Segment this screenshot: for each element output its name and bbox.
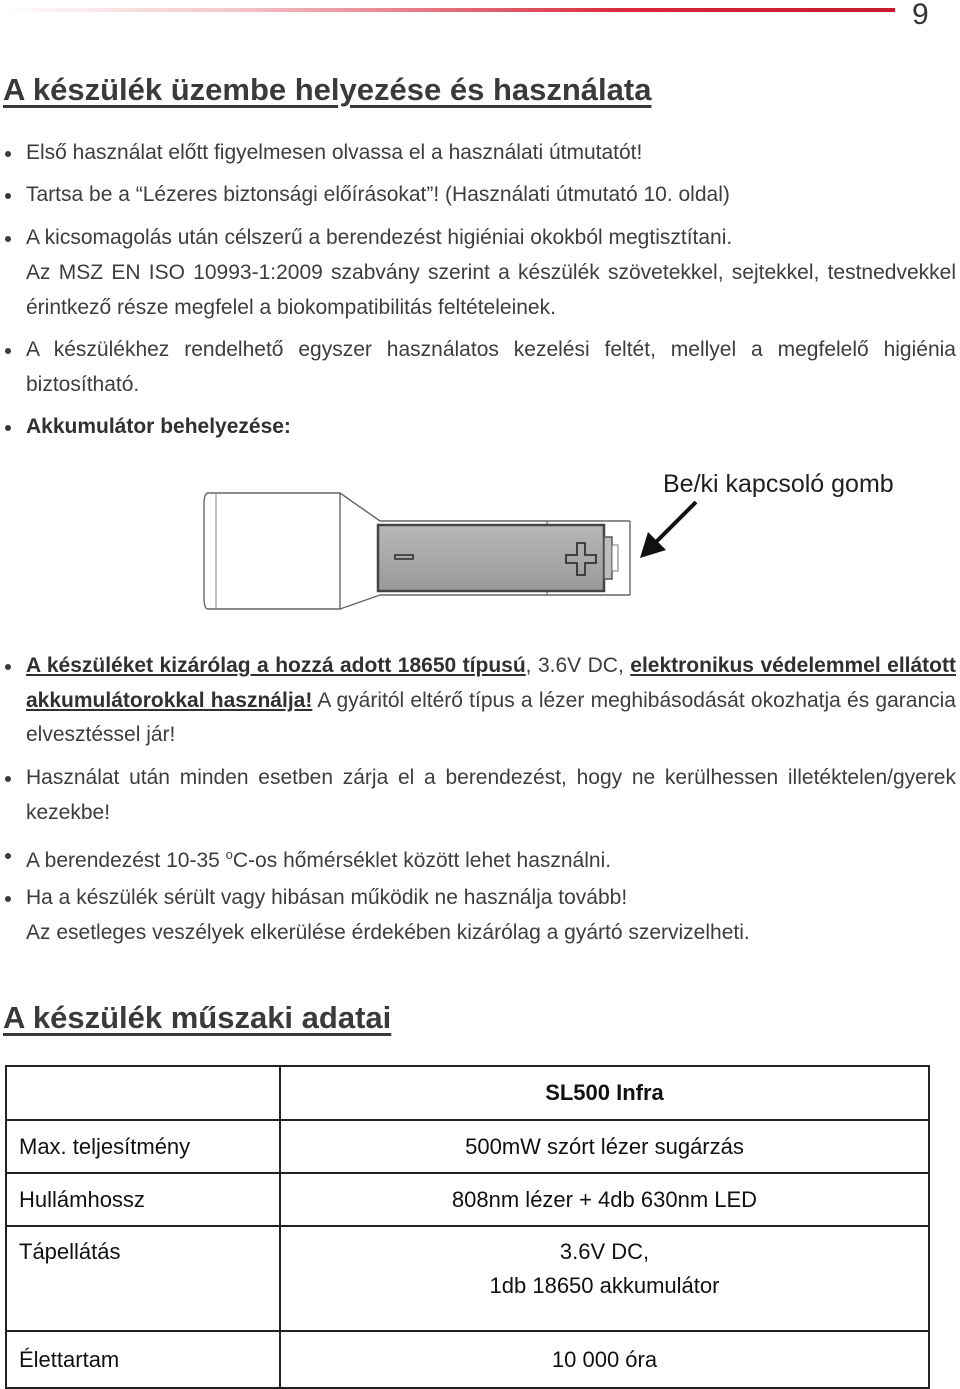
header-rule [0, 8, 895, 12]
spec-row-lifetime [6, 1331, 929, 1388]
callout-arrow-icon [636, 496, 706, 562]
bullet-read-manual: Első használat előtt figyelmesen olvassa el a használati útmutatót! [26, 136, 956, 171]
spec-row-power [6, 1120, 929, 1173]
spec-value-wavelength: 808nm lézer + 4db 630nm LED [280, 1173, 929, 1226]
section-title-usage: A készülék üzembe helyezése és használata [3, 72, 652, 107]
spec-label-power-supply: Tápellátás [6, 1226, 280, 1331]
warning-voltage: , 3.6V DC, [525, 654, 631, 677]
temp-suffix: C-os hőmérséklet között lehet használni. [232, 849, 612, 872]
paragraph-service-only: Az esetleges veszélyek elkerülése érdekében kizárólag a gyártó szervizelheti. [26, 921, 750, 944]
bullet-temperature [26, 838, 956, 879]
spec-table [5, 1065, 930, 1389]
spec-label-wavelength: Hullámhossz [6, 1173, 280, 1226]
spec-table-header-row [6, 1066, 929, 1120]
spec-label-power: Max. teljesítmény [6, 1120, 280, 1173]
bullet-cleaning: A kicsomagolás után célszerű a berendezést higiéniai okokból megtisztítani. [26, 221, 956, 256]
spec-row-wavelength [6, 1173, 929, 1226]
device-body-outline [204, 493, 340, 609]
battery-insertion-figure [200, 485, 670, 615]
bullet-safety-rules: Tartsa be a “Lézeres biztonsági előírásokat”! (Használati útmutató 10. oldal) [26, 178, 956, 213]
spec-header-empty [6, 1066, 280, 1120]
spec-value-power-supply-line1: 3.6V DC, [559, 1239, 650, 1264]
battery-terminal [604, 537, 612, 579]
bullet-damaged-device: Ha a készülék sérült vagy hibásan működik ne használja tovább! [26, 881, 956, 916]
spec-value-power-supply-line2: 1db 18650 akkumulátor [489, 1273, 720, 1298]
bullet-close-device: Használat után minden esetben zárja el a berendezést, hogy ne kerülhessen illetéktelen/gyerek kezekbe! [26, 761, 956, 830]
spec-value-power-supply [280, 1226, 929, 1331]
spec-value-power: 500mW szórt lézer sugárzás [280, 1120, 929, 1173]
paragraph-iso-standard: Az MSZ EN ISO 10993-1:2009 szabvány szerint a készülék szövetekkel, sejtekkel, testnedvekkel érintkező része megfelel a biokompatibilitás feltételeinek. [26, 261, 956, 319]
spec-value-lifetime: 10 000 óra [280, 1331, 929, 1388]
warning-consequence: A gyáritól eltérő típus a lézer meghibásodását okozhatja és garancia elvesztéssel jár! [26, 688, 956, 746]
callout-power-button-label: Be/ki kapcsoló gomb [663, 470, 894, 498]
bullet-hygiene-cap: A készülékhez rendelhető egyszer használatos kezelési feltét, mellyel a megfelelő higiénia biztosítható. [26, 333, 956, 402]
temp-prefix: A berendezést 10-35 [26, 849, 226, 872]
spec-label-lifetime: Élettartam [6, 1331, 280, 1388]
spec-row-power-supply [6, 1226, 929, 1331]
section-title-specs: A készülék műszaki adatai [3, 1000, 392, 1035]
bullet-battery-warning [26, 649, 956, 753]
temp-degree: o [225, 847, 233, 862]
page-number: 9 [912, 0, 929, 31]
warning-underlined-part2: elektronikus védelemmel ellátott akkumulátorokkal használja! [26, 654, 956, 712]
bullet-battery-heading: Akkumulátor behelyezése: [26, 410, 956, 445]
battery-cell [378, 525, 604, 591]
spec-header-model: SL500 Infra [280, 1066, 929, 1120]
warning-underlined-part1: A készüléket kizárólag a hozzá adott 18650 típusú [26, 654, 526, 677]
